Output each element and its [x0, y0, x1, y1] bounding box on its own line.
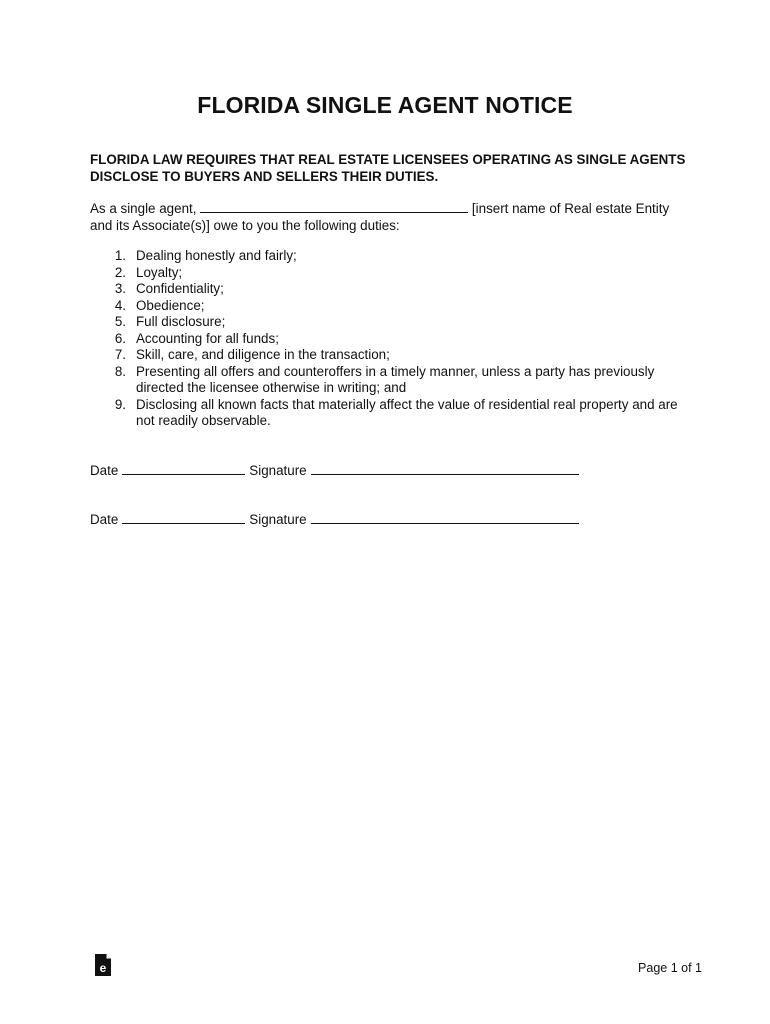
list-number: 1.	[114, 248, 126, 263]
date-field[interactable]	[122, 510, 245, 524]
signature-field[interactable]	[311, 461, 579, 475]
list-text: Skill, care, and diligence in the transaction;	[136, 347, 390, 362]
intro-prefix: As a single agent,	[90, 201, 197, 216]
list-number: 5.	[114, 314, 126, 329]
list-text: Full disclosure;	[136, 314, 226, 329]
list-text: Presenting all offers and counteroffers in a timely manner, unless a party has previously directed the licensee otherwise in writing; and	[136, 363, 655, 395]
legal-notice: FLORIDA LAW REQUIRES THAT REAL ESTATE LICENSEES OPERATING AS SINGLE AGENTS DISCLOSE TO BUYERS AND SELLERS THEIR DUTIES.	[90, 152, 686, 184]
list-number: 7.	[114, 347, 126, 362]
list-item	[90, 347, 690, 364]
date-label: Date	[90, 512, 119, 527]
list-item	[90, 364, 690, 397]
duties-list	[90, 248, 690, 430]
list-number: 4.	[114, 297, 126, 313]
list-item	[90, 331, 690, 348]
list-item	[90, 314, 690, 331]
list-text: Disclosing all known facts that materially affect the value of residential real property and are not readily observable.	[136, 396, 678, 428]
document-title: FLORIDA SINGLE AGENT NOTICE	[197, 92, 573, 118]
list-text: Dealing honestly and fairly;	[136, 248, 297, 263]
intro-paragraph	[90, 199, 690, 234]
signature-label: Signature	[249, 463, 307, 478]
date-field[interactable]	[122, 461, 245, 475]
intro-suffix: [insert name of Real estate Entity and its Associate(s)] owe to you the following duties:	[90, 201, 670, 233]
list-text: Confidentiality;	[136, 281, 224, 296]
list-item	[90, 397, 690, 430]
list-number: 2.	[114, 264, 126, 280]
list-text: Loyalty;	[136, 264, 183, 280]
svg-text:e: e	[99, 961, 107, 975]
signature-field[interactable]	[311, 510, 579, 524]
date-label: Date	[90, 463, 119, 478]
list-number: 9.	[114, 396, 126, 412]
signature-row-1	[90, 461, 690, 479]
eforms-logo-icon	[94, 953, 112, 977]
page-number: Page 1 of 1	[638, 961, 702, 975]
list-number: 8.	[114, 363, 126, 379]
list-number: 6.	[114, 330, 126, 346]
list-number: 3.	[114, 281, 126, 296]
agent-name-field[interactable]	[200, 199, 468, 213]
signature-row-2	[90, 510, 690, 528]
list-item	[90, 248, 690, 265]
signature-label: Signature	[249, 512, 307, 527]
list-text: Obedience;	[136, 297, 205, 313]
list-item	[90, 298, 690, 315]
list-item	[90, 265, 690, 282]
list-item	[90, 281, 690, 298]
list-text: Accounting for all funds;	[136, 330, 279, 346]
